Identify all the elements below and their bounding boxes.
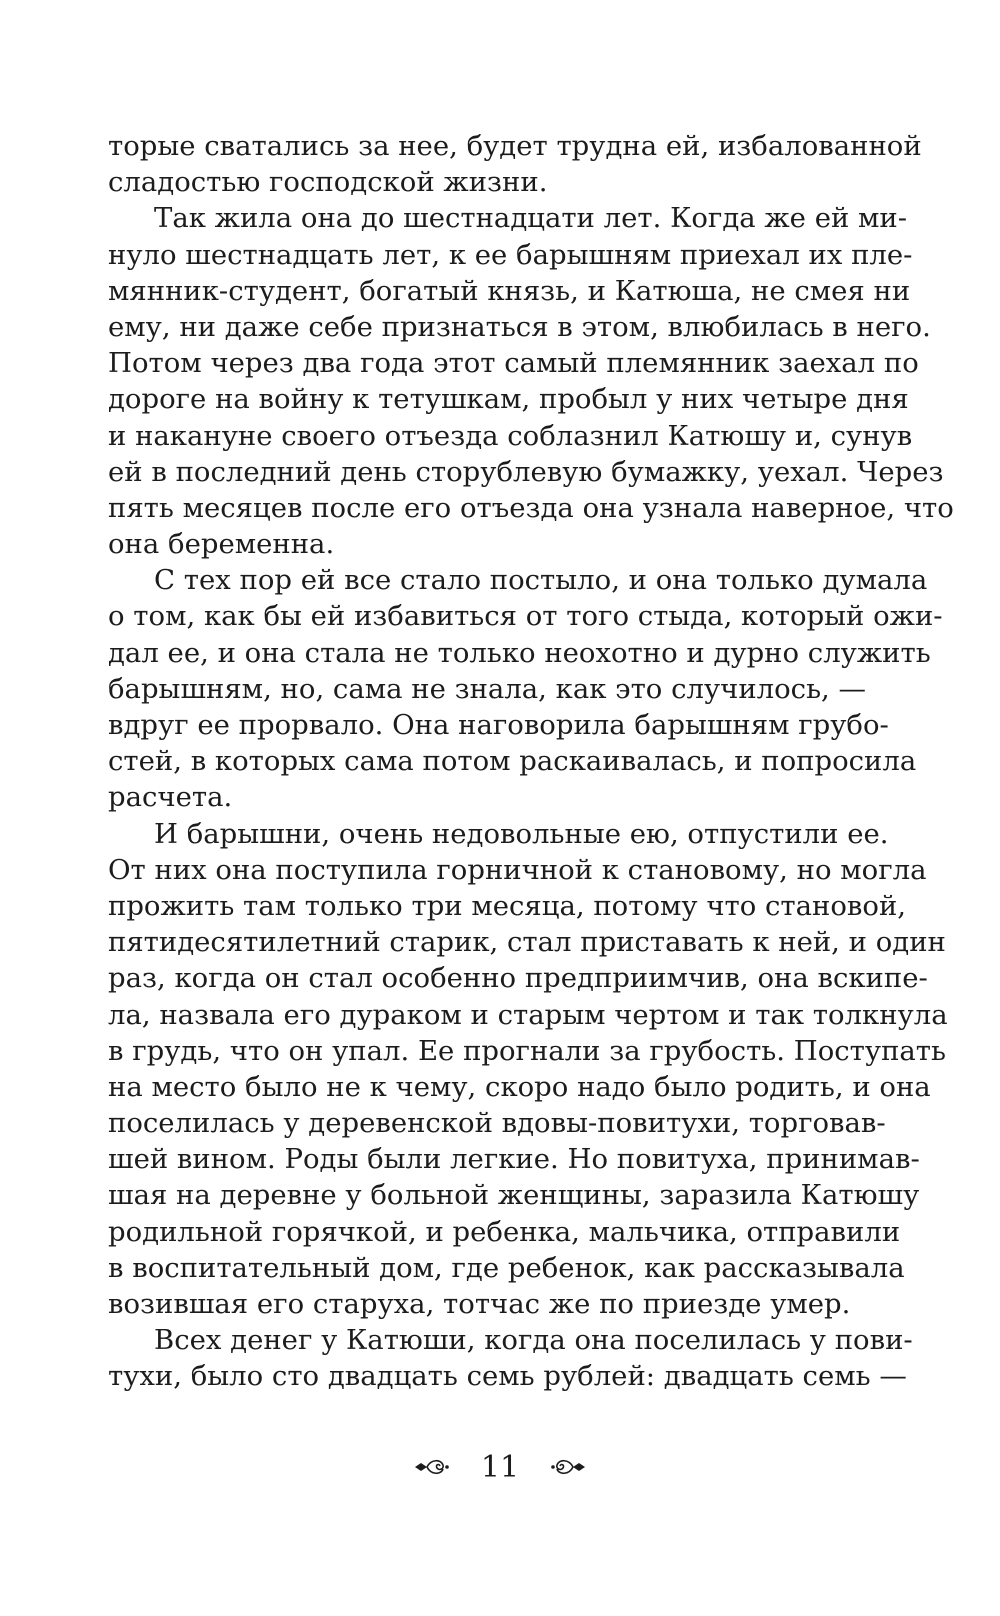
text-line: ему, ни даже себе признаться в этом, влюбилась в него. <box>108 310 931 343</box>
text-line: сладостью господской жизни. <box>108 166 548 199</box>
text-line: дороге на войну к тетушкам, пробыл у них четыре дня <box>108 383 909 416</box>
text-line: пять месяцев после его отъезда она узнала наверное, что <box>108 491 954 524</box>
page-number: 11 <box>480 1449 520 1485</box>
text-line: раз, когда он стал особенно предприимчив, она вскипе- <box>108 962 928 995</box>
text-line: стей, в которых сама потом раскаивалась, и попросила <box>108 745 917 778</box>
text-line: возившая его старуха, тотчас же по приезде умер. <box>108 1288 851 1320</box>
text-line: торые сватались за нее, будет трудна ей, избалованной <box>108 130 922 162</box>
text-line: в воспитательный дом, где ребенок, как рассказывала <box>108 1251 905 1284</box>
text-line: вдруг ее прорвало. Она наговорила барышням грубо- <box>108 709 889 741</box>
text-line: барышням, но, сама не знала, как это случилось, — <box>108 672 867 705</box>
text-line: расчета. <box>108 781 233 814</box>
text-line: в грудь, что он упал. Ее прогнали за грубость. Поступать <box>108 1034 946 1067</box>
text-line: шая на деревне у больной женщины, заразила Катюшу <box>108 1179 920 1212</box>
text-line: И барышни, очень недовольные ею, отпустили ее. <box>154 817 889 850</box>
text-line: нуло шестнадцать лет, к ее барышням приехал их пле- <box>108 238 913 271</box>
text-line: мянник-студент, богатый князь, и Катюша, не смея ни <box>108 274 911 307</box>
text-line: дал ее, и она стала не только неохотно и дурно служить <box>108 636 931 669</box>
fleuron-right-icon <box>547 1455 587 1479</box>
text-line: родильной горячкой, и ребенка, мальчика, отправили <box>108 1215 901 1248</box>
text-line: От них она поступила горничной к становому, но могла <box>108 853 927 886</box>
text-line: тухи, было сто двадцать семь рублей: двадцать семь — <box>108 1360 907 1393</box>
text-line: шей вином. Роды были легкие. Но повитуха, принимав- <box>108 1143 920 1176</box>
page-footer <box>0 1448 1000 1485</box>
text-line: Так жила она до шестнадцати лет. Когда же ей ми- <box>154 202 908 235</box>
text-line: Всех денег у Катюши, когда она поселилась у пови- <box>154 1324 913 1357</box>
text-line: ла, назвала его дураком и старым чертом и так толкнула <box>108 998 948 1031</box>
fleuron-left-icon <box>413 1455 453 1479</box>
text-line: С тех пор ей все стало постыло, и она только думала <box>154 564 928 597</box>
book-page-text <box>108 128 954 1395</box>
text-line: поселилась у деревенской вдовы-повитухи, торговав- <box>108 1107 886 1140</box>
text-line: и накануне своего отъезда соблазнил Катюшу и, сунув <box>108 419 913 452</box>
text-line: пятидесятилетний старик, стал приставать к ней, и один <box>108 926 946 959</box>
text-line: прожить там только три месяца, потому что становой, <box>108 889 907 922</box>
text-line: ей в последний день сторублевую бумажку, уехал. Через <box>108 455 944 488</box>
text-line: на место было не к чему, скоро надо было родить, и она <box>108 1070 931 1103</box>
text-line: она беременна. <box>108 528 335 561</box>
text-line: Потом через два года этот самый племянник заехал по <box>108 347 919 380</box>
text-line: о том, как бы ей избавиться от того стыда, который ожи- <box>108 600 943 633</box>
